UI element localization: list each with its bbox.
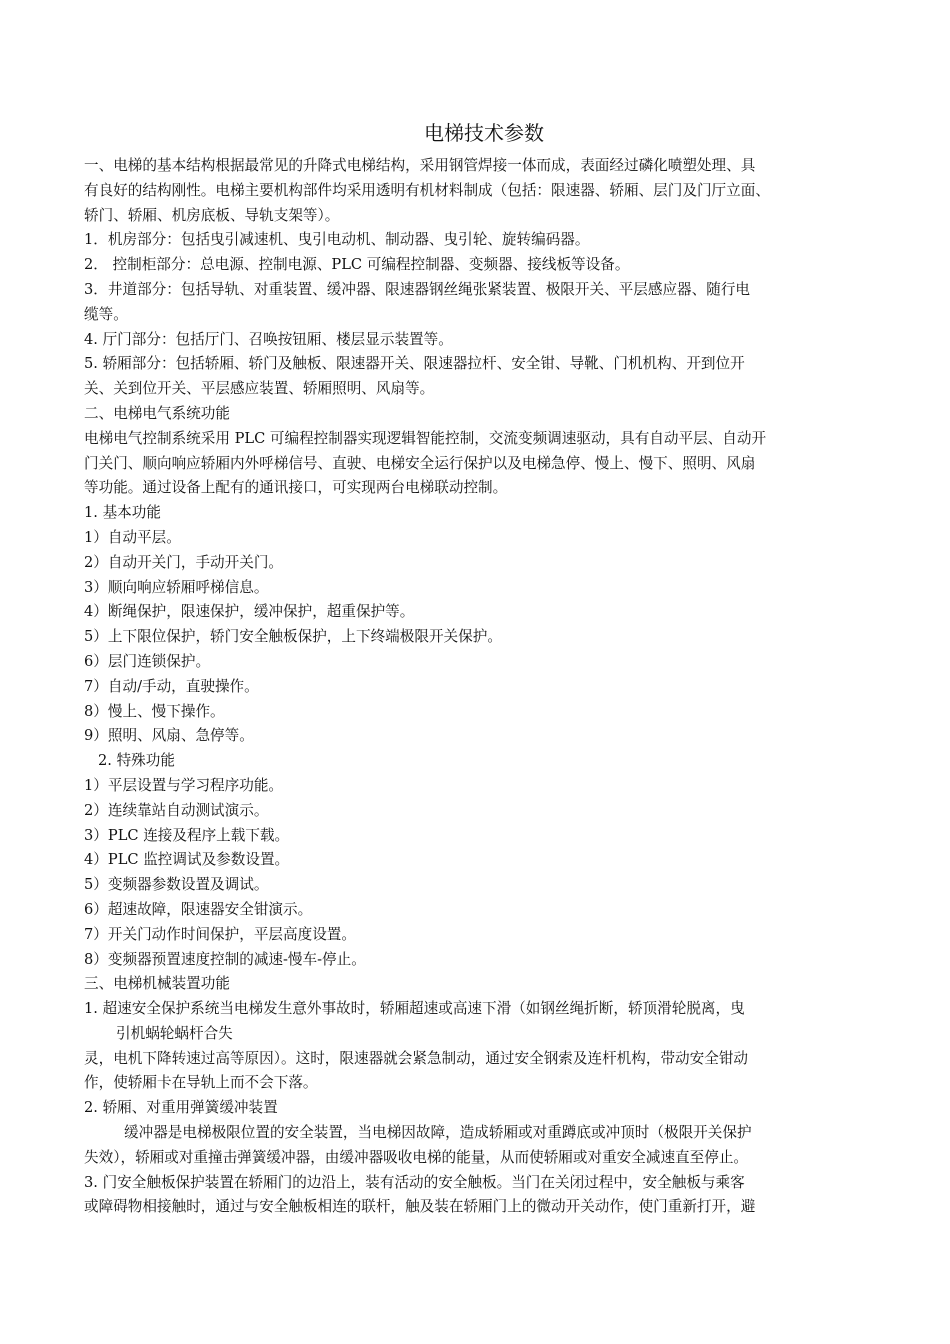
- text-line: 或障碍物相接触时，通过与安全触板相连的联杆，触及装在轿厢门上的微动开关动作，使门重新打开，避: [84, 1198, 756, 1216]
- text-line: 电梯电气控制系统采用 PLC 可编程控制器实现逻辑智能控制，交流变频调速驱动，具有自动平层、自动开: [84, 429, 767, 447]
- list-item: 7）自动/手动，直驶操作。: [84, 677, 259, 695]
- list-item: 3）PLC 连接及程序上载下载。: [84, 826, 290, 844]
- text-line: 缓冲器是电梯极限位置的安全装置，当电梯因故障，造成轿厢或对重蹲底或冲顶时（极限开关保护: [124, 1124, 752, 1142]
- list-item: 7）开关门动作时间保护，平层高度设置。: [84, 925, 356, 943]
- text-line: 2． 控制柜部分：总电源、控制电源、PLC 可编程控制器、变频器、接线板等设备。: [84, 256, 630, 274]
- text-line: 有良好的结构刚性。电梯主要机构部件均采用透明有机材料制成（包括：限速器、轿厢、层门及门厅立面、: [84, 181, 770, 199]
- subsection-heading: 2. 特殊功能: [98, 752, 175, 770]
- text-line: 引机蜗轮蜗杆合失: [116, 1024, 233, 1042]
- list-item: 3）顺向响应轿厢呼梯信息。: [84, 578, 269, 596]
- text-line: 作，使轿厢卡在导轨上而不会下落。: [84, 1074, 318, 1092]
- list-item: 8）变频器预置速度控制的减速-慢车-停止。: [84, 950, 366, 968]
- subsection-heading: 2. 轿厢、对重用弹簧缓冲装置: [84, 1099, 278, 1117]
- text-line: 灵，电机下降转速过高等原因）。这时，限速器就会紧急制动，通过安全钢索及连杆机构，带动安全钳动: [84, 1049, 749, 1067]
- section-heading: 二、电梯电气系统功能: [84, 404, 230, 422]
- list-item: 6）超速故障，限速器安全钳演示。: [84, 900, 313, 918]
- list-item: 4）PLC 监控调试及参数设置。: [84, 851, 290, 869]
- text-line: 1. 超速安全保护系统当电梯发生意外事故时，轿厢超速或高速下滑（如钢丝绳折断，轿顶滑轮脱离，曳: [84, 1000, 745, 1018]
- section-heading: 三、电梯机械装置功能: [84, 975, 230, 993]
- text-line: 5. 轿厢部分：包括轿厢、轿门及触板、限速器开关、限速器拉杆、安全钳、导靴、门机机构、开到位开: [84, 355, 745, 373]
- text-line: 4. 厅门部分：包括厅门、召唤按钮厢、楼层显示装置等。: [84, 330, 453, 348]
- text-line: 失效），轿厢或对重撞击弹簧缓冲器，由缓冲器吸收电梯的能量，从而使轿厢或对重安全减速直至停止。: [84, 1148, 749, 1166]
- list-item: 5）变频器参数设置及调试。: [84, 876, 269, 894]
- text-line: 等功能。通过设备上配有的通讯接口，可实现两台电梯联动控制。: [84, 479, 508, 497]
- list-item: 4）断绳保护，限速保护，缓冲保护，超重保护等。: [84, 603, 415, 621]
- list-item: 2）连续靠站自动测试演示。: [84, 801, 269, 819]
- text-line: 3．井道部分：包括导轨、对重装置、缓冲器、限速器钢丝绳张紧装置、极限开关、平层感应器、随行电: [84, 280, 751, 298]
- list-item: 1）平层设置与学习程序功能。: [84, 776, 284, 794]
- list-item: 6）层门连锁保护。: [84, 652, 211, 670]
- list-item: 5）上下限位保护，轿门安全触板保护，上下终端极限开关保护。: [84, 628, 502, 646]
- document-title: 电梯技术参数: [424, 121, 544, 145]
- list-item: 9）照明、风扇、急停等。: [84, 727, 254, 745]
- list-item: 8）慢上、慢下操作。: [84, 702, 225, 720]
- text-line: 3. 门安全触板保护装置在轿厢门的边沿上，装有活动的安全触板。当门在关闭过程中，安全触板与乘客: [84, 1173, 745, 1191]
- text-line: 1．机房部分：包括曳引减速机、曳引电动机、制动器、曳引轮、旋转编码器。: [84, 231, 590, 249]
- text-line: 一、电梯的基本结构根据最常见的升降式电梯结构，采用钢管焊接一体而成，表面经过磷化喷塑处理、具: [84, 157, 756, 174]
- list-item: 2）自动开关门，手动开关门。: [84, 553, 284, 571]
- text-line: 关、关到位开关、平层感应装置、轿厢照明、风扇等。: [84, 380, 435, 398]
- text-line: 门关门、顺向响应轿厢内外呼梯信号、直驶、电梯安全运行保护以及电梯急停、慢上、慢下、照明、风扇: [84, 454, 756, 472]
- subsection-heading: 1. 基本功能: [84, 504, 161, 522]
- document-page: [84, 118, 884, 1220]
- text-line: 缆等。: [84, 305, 128, 323]
- text-line: 轿门、轿厢、机房底板、导轨支架等）。: [84, 206, 340, 224]
- list-item: 1）自动平层。: [84, 528, 181, 546]
